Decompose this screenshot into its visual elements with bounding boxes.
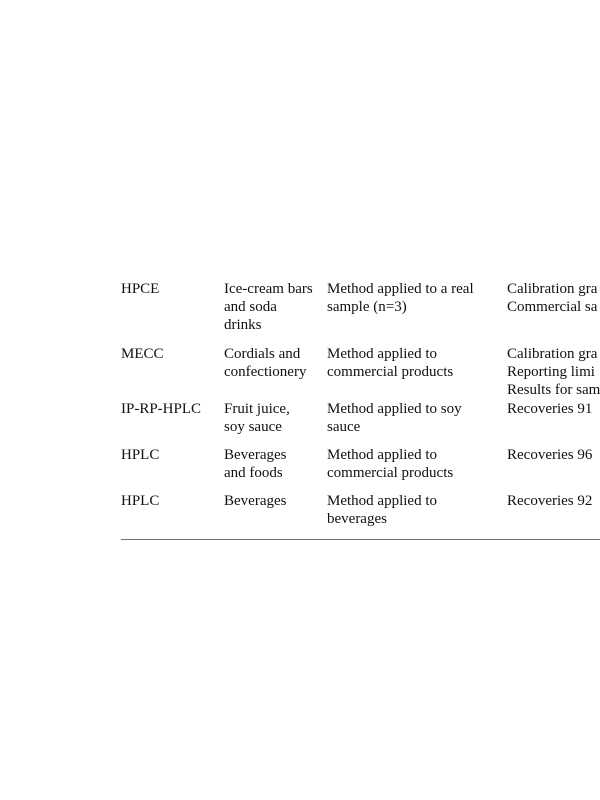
table-row xyxy=(0,400,600,446)
cell-line: commercial products xyxy=(327,364,454,380)
results-table xyxy=(0,280,600,538)
method-cell xyxy=(121,400,201,418)
application-cell xyxy=(327,345,453,381)
cell-line: HPLC xyxy=(121,447,160,463)
cell-line: and soda xyxy=(224,299,277,315)
cell-line: Method applied to a real xyxy=(327,281,474,297)
cell-line: Commercial sa xyxy=(507,299,598,315)
table-row xyxy=(0,280,600,345)
cell-line: HPLC xyxy=(121,493,160,509)
cell-line: beverages xyxy=(327,511,387,527)
sample-cell xyxy=(224,492,286,510)
table-row xyxy=(0,492,600,538)
sample-cell xyxy=(224,280,313,334)
cell-line: Recoveries 91 xyxy=(507,401,593,417)
sample-cell xyxy=(224,400,290,436)
cell-line: Beverages xyxy=(224,447,287,463)
cell-line: Method applied to xyxy=(327,493,437,509)
cell-line: drinks xyxy=(224,317,262,333)
cell-line: Method applied to xyxy=(327,346,437,362)
method-cell xyxy=(121,280,159,298)
cell-line: Method applied to xyxy=(327,447,437,463)
cell-line: IP-RP-HPLC xyxy=(121,401,202,417)
cell-line: Method applied to soy xyxy=(327,401,462,417)
application-cell xyxy=(327,492,437,528)
cell-line: Calibration gra xyxy=(507,346,598,362)
application-cell xyxy=(327,280,474,316)
cell-line: Reporting limi xyxy=(507,364,595,380)
cell-line: MECC xyxy=(121,346,164,362)
validation-cell xyxy=(507,400,592,418)
cell-line: Beverages xyxy=(224,493,287,509)
sample-cell xyxy=(224,446,286,482)
cell-line: Ice-cream bars xyxy=(224,281,313,297)
cell-line: Results for sam xyxy=(507,382,600,398)
cell-line: soy sauce xyxy=(224,419,282,435)
application-cell xyxy=(327,446,453,482)
validation-cell xyxy=(507,345,600,399)
cell-line: Fruit juice, xyxy=(224,401,290,417)
cell-line: confectionery xyxy=(224,364,307,380)
table-bottom-rule xyxy=(121,539,600,540)
sample-cell xyxy=(224,345,306,381)
cell-line: sample (n=3) xyxy=(327,299,407,315)
table-row xyxy=(0,446,600,492)
application-cell xyxy=(327,400,462,436)
cell-line: sauce xyxy=(327,419,361,435)
method-cell xyxy=(121,446,159,464)
cell-line: Recoveries 96 xyxy=(507,447,593,463)
validation-cell xyxy=(507,492,592,510)
validation-cell xyxy=(507,280,597,316)
table-row xyxy=(0,345,600,400)
cell-line: HPCE xyxy=(121,281,160,297)
cell-line: and foods xyxy=(224,465,283,481)
cell-line: Recoveries 92 xyxy=(507,493,593,509)
cell-line: Calibration gra xyxy=(507,281,598,297)
validation-cell xyxy=(507,446,592,464)
method-cell xyxy=(121,492,159,510)
method-cell xyxy=(121,345,164,363)
cell-line: commercial products xyxy=(327,465,454,481)
cell-line: Cordials and xyxy=(224,346,301,362)
